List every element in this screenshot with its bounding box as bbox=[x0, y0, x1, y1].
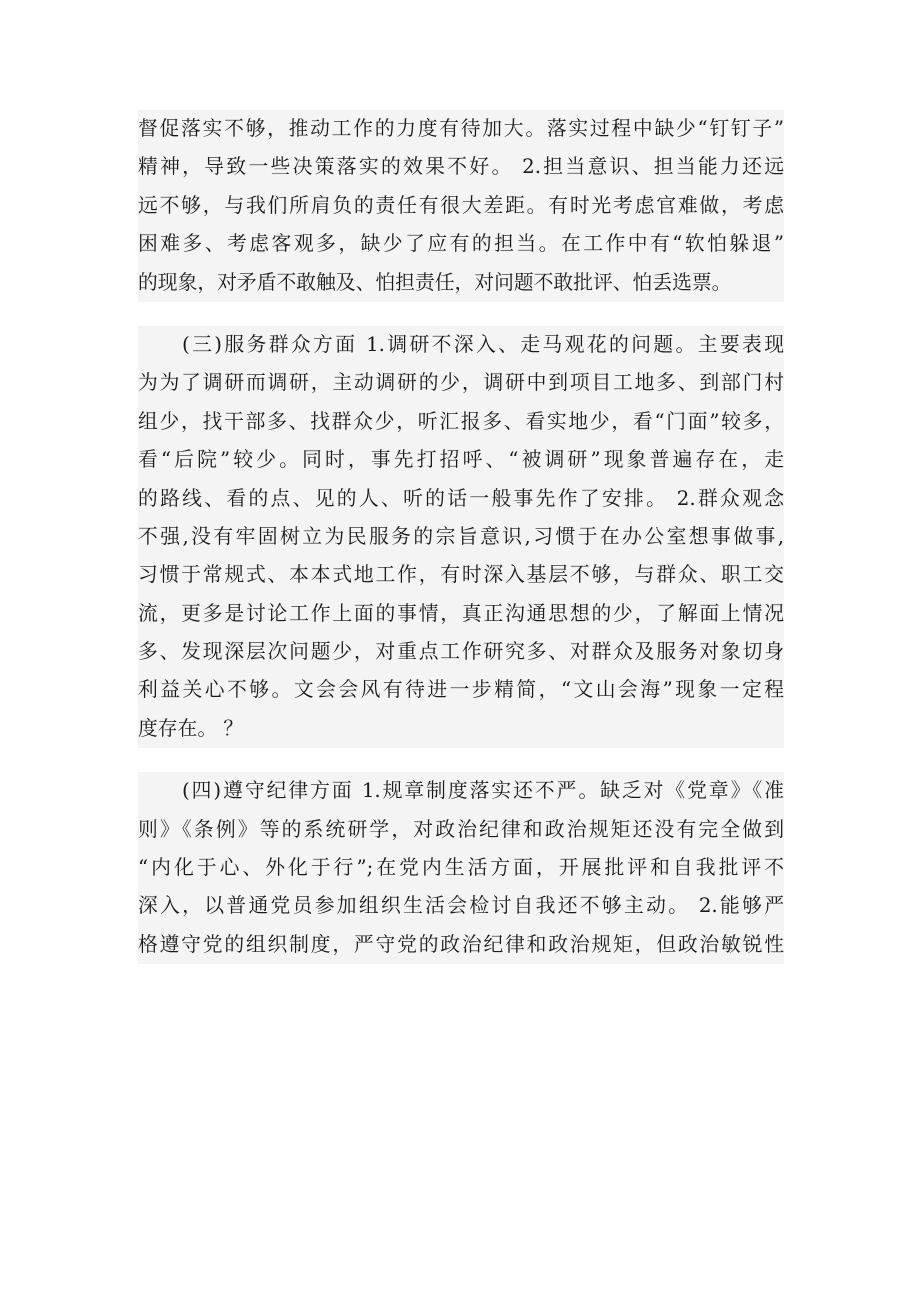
text-line: 不强,没有牢固树立为民服务的宗旨意识,习惯于在办公室想事做事, bbox=[138, 524, 784, 548]
text-line: 远不够，与我们所肩负的责任有很大差距。有时光考虑官难做，考虑 bbox=[138, 193, 784, 217]
text-line: 的现象，对矛盾不敢触及、怕担责任，对问题不敢批评、怕丢选票。 bbox=[138, 270, 732, 294]
paragraph-accountability bbox=[138, 110, 784, 302]
paragraph-gap bbox=[138, 748, 784, 772]
paragraph-serving-masses bbox=[138, 326, 784, 748]
text-line: “内化于心、外化于行”;在党内生活方面，开展批评和自我批评不 bbox=[138, 856, 784, 880]
text-line: (四)遵守纪律方面 1.规章制度落实还不严。缺乏对《党章》《准 bbox=[182, 779, 784, 803]
text-line: 利益关心不够。文会会风有待进一步精简，“文山会海”现象一定程 bbox=[138, 678, 784, 702]
text-line: 组少，找干部多、找群众少，听汇报多、看实地少，看“门面”较多， bbox=[138, 409, 784, 433]
document-body bbox=[138, 110, 784, 964]
text-line: 为为了调研而调研，主动调研的少，调研中到项目工地多、到部门村 bbox=[138, 371, 784, 395]
text-line: 精神，导致一些决策落实的效果不好。 2.担当意识、担当能力还远 bbox=[138, 155, 784, 179]
text-line: 看“后院”较少。同时，事先打招呼、“被调研”现象普遍存在，走 bbox=[138, 448, 784, 472]
text-line: 习惯于常规式、本本式地工作，有时深入基层不够，与群众、职工交 bbox=[138, 563, 784, 587]
text-line: 度存在。 ？ bbox=[138, 716, 244, 740]
text-line: (三)服务群众方面 1.调研不深入、走马观花的问题。主要表现 bbox=[182, 332, 784, 356]
paragraph-discipline bbox=[138, 772, 784, 964]
text-line: 多、发现深层次问题少，对重点工作研究多、对群众及服务对象切身 bbox=[138, 640, 784, 664]
paragraph-gap bbox=[138, 302, 784, 326]
text-line: 深入，以普通党员参加组织生活会检讨自我还不够主动。 2.能够严 bbox=[138, 894, 784, 918]
text-line: 流，更多是讨论工作上面的事情，真正沟通思想的少，了解面上情况 bbox=[138, 601, 784, 625]
text-line: 的路线、看的点、见的人、听的话一般事先作了安排。 2.群众观念 bbox=[138, 486, 784, 510]
text-line: 困难多、考虑客观多，缺少了应有的担当。在工作中有“软怕躲退” bbox=[138, 232, 784, 256]
text-line: 督促落实不够，推动工作的力度有待加大。落实过程中缺少“钉钉子” bbox=[138, 117, 784, 140]
text-line: 格遵守党的组织制度，严守党的政治纪律和政治规矩，但政治敏锐性 bbox=[138, 932, 784, 956]
text-line: 则》《条例》等的系统研学，对政治纪律和政治规矩还没有完全做到 bbox=[138, 817, 784, 841]
